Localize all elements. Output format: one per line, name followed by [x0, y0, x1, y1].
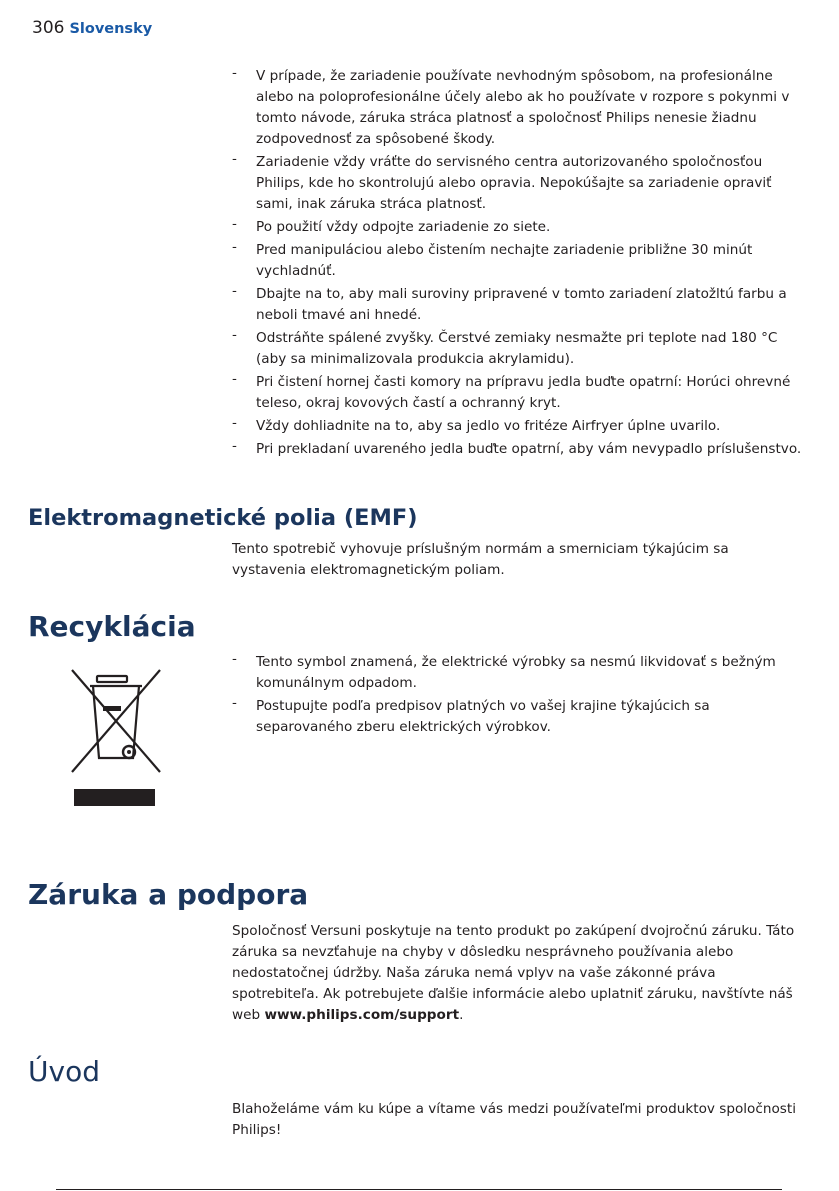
- warranty-heading: Záruka a podpora: [28, 878, 309, 911]
- list-item: - Tento symbol znamená, že elektrické výrobky sa nesmú likvidovať s bežným komunálnym odpadom.: [232, 651, 776, 691]
- emf-heading: Elektromagnetické polia (EMF): [28, 505, 418, 531]
- support-link[interactable]: www.philips.com/support: [264, 1007, 460, 1023]
- list-item: - Vždy dohliadnite na to, aby sa jedlo vo fritéze Airfryer úplne uvarilo.: [232, 415, 721, 434]
- footer-divider: [56, 1189, 782, 1190]
- intro-heading: Úvod: [28, 1055, 100, 1088]
- bullet-dash: -: [232, 651, 237, 667]
- page-number: 306: [32, 18, 65, 38]
- safety-list: [232, 66, 806, 462]
- recycling-list: [232, 652, 806, 740]
- list-item: - Zariadenie vždy vráťte do servisného centra autorizovaného spoločnosťou Philips, kde ho skontrolujú alebo opravia. Nepokúšajte sa zariadenie opraviť sami, inak záruka stráca platnosť.: [232, 151, 772, 212]
- bullet-dash: -: [232, 371, 237, 387]
- list-item: - Pri čistení hornej časti komory na prípravu jedla buďte opatrní: Horúci ohrevné teleso, okraj kovových častí a ochranný kryt.: [232, 371, 791, 411]
- bullet-dash: -: [232, 415, 237, 431]
- bullet-dash: -: [232, 438, 237, 454]
- list-item: - Postupujte podľa predpisov platných vo vašej krajine týkajúcich sa separovaného zberu elektrických výrobkov.: [232, 695, 710, 735]
- bullet-dash: -: [232, 65, 237, 81]
- bullet-dash: -: [232, 216, 237, 232]
- bullet-dash: -: [232, 327, 237, 343]
- list-item: - Dbajte na to, aby mali suroviny pripravené v tomto zariadení zlatožltú farbu a neboli tmavé ani hnedé.: [232, 283, 787, 323]
- list-item: - Odstráňte spálené zvyšky. Čerstvé zemiaky nesmažte pri teplote nad 180 °C (aby sa minimalizovala produkcia akrylamidu).: [232, 327, 778, 367]
- list-item: - V prípade, že zariadenie používate nevhodným spôsobom, na profesionálne alebo na poloprofesionálne účely alebo ak ho používate v rozpore s pokynmi v tomto návode, záruka stráca platnosť a spoločnosť Philips nenesie žiadnu zodpovednosť za spôsobené škody.: [232, 65, 790, 147]
- language-label: Slovensky: [69, 21, 153, 37]
- bullet-dash: -: [232, 283, 237, 299]
- crossed-bin-icon: [70, 668, 162, 776]
- intro-text: Blahoželáme vám ku kúpe a vítame vás medzi používateľmi produktov spoločnosti Philips!: [232, 1101, 796, 1138]
- recycling-heading: Recyklácia: [28, 610, 196, 643]
- weee-bar: [74, 789, 155, 806]
- bullet-dash: -: [232, 239, 237, 255]
- warranty-text: Spoločnosť Versuni poskytuje na tento produkt po zakúpení dvojročnú záruku. Táto záruka sa nevzťahuje na chyby v dôsledku nesprávneho používania alebo nedostatočnej údržby. Naša záruka nemá vplyv na vaše zákonné práva spotrebiteľa. Ak potrebujete ďalšie informácie alebo uplatniť záruku, navštívte náš web www.philips.com/support.: [232, 923, 795, 1023]
- page-header: [32, 18, 152, 38]
- list-item: - Pred manipuláciou alebo čistením nechajte zariadenie približne 30 minút vychladnúť.: [232, 239, 753, 279]
- list-item: - Po použití vždy odpojte zariadenie zo siete.: [232, 216, 551, 235]
- bullet-dash: -: [232, 695, 237, 711]
- emf-text: Tento spotrebič vyhovuje príslušným normám a smerniciam týkajúcim sa vystavenia elektromagnetickým poliam.: [232, 541, 729, 578]
- list-item: - Pri prekladaní uvareného jedla buďte opatrní, aby vám nevypadlo príslušenstvo.: [232, 438, 802, 457]
- bullet-dash: -: [232, 151, 237, 167]
